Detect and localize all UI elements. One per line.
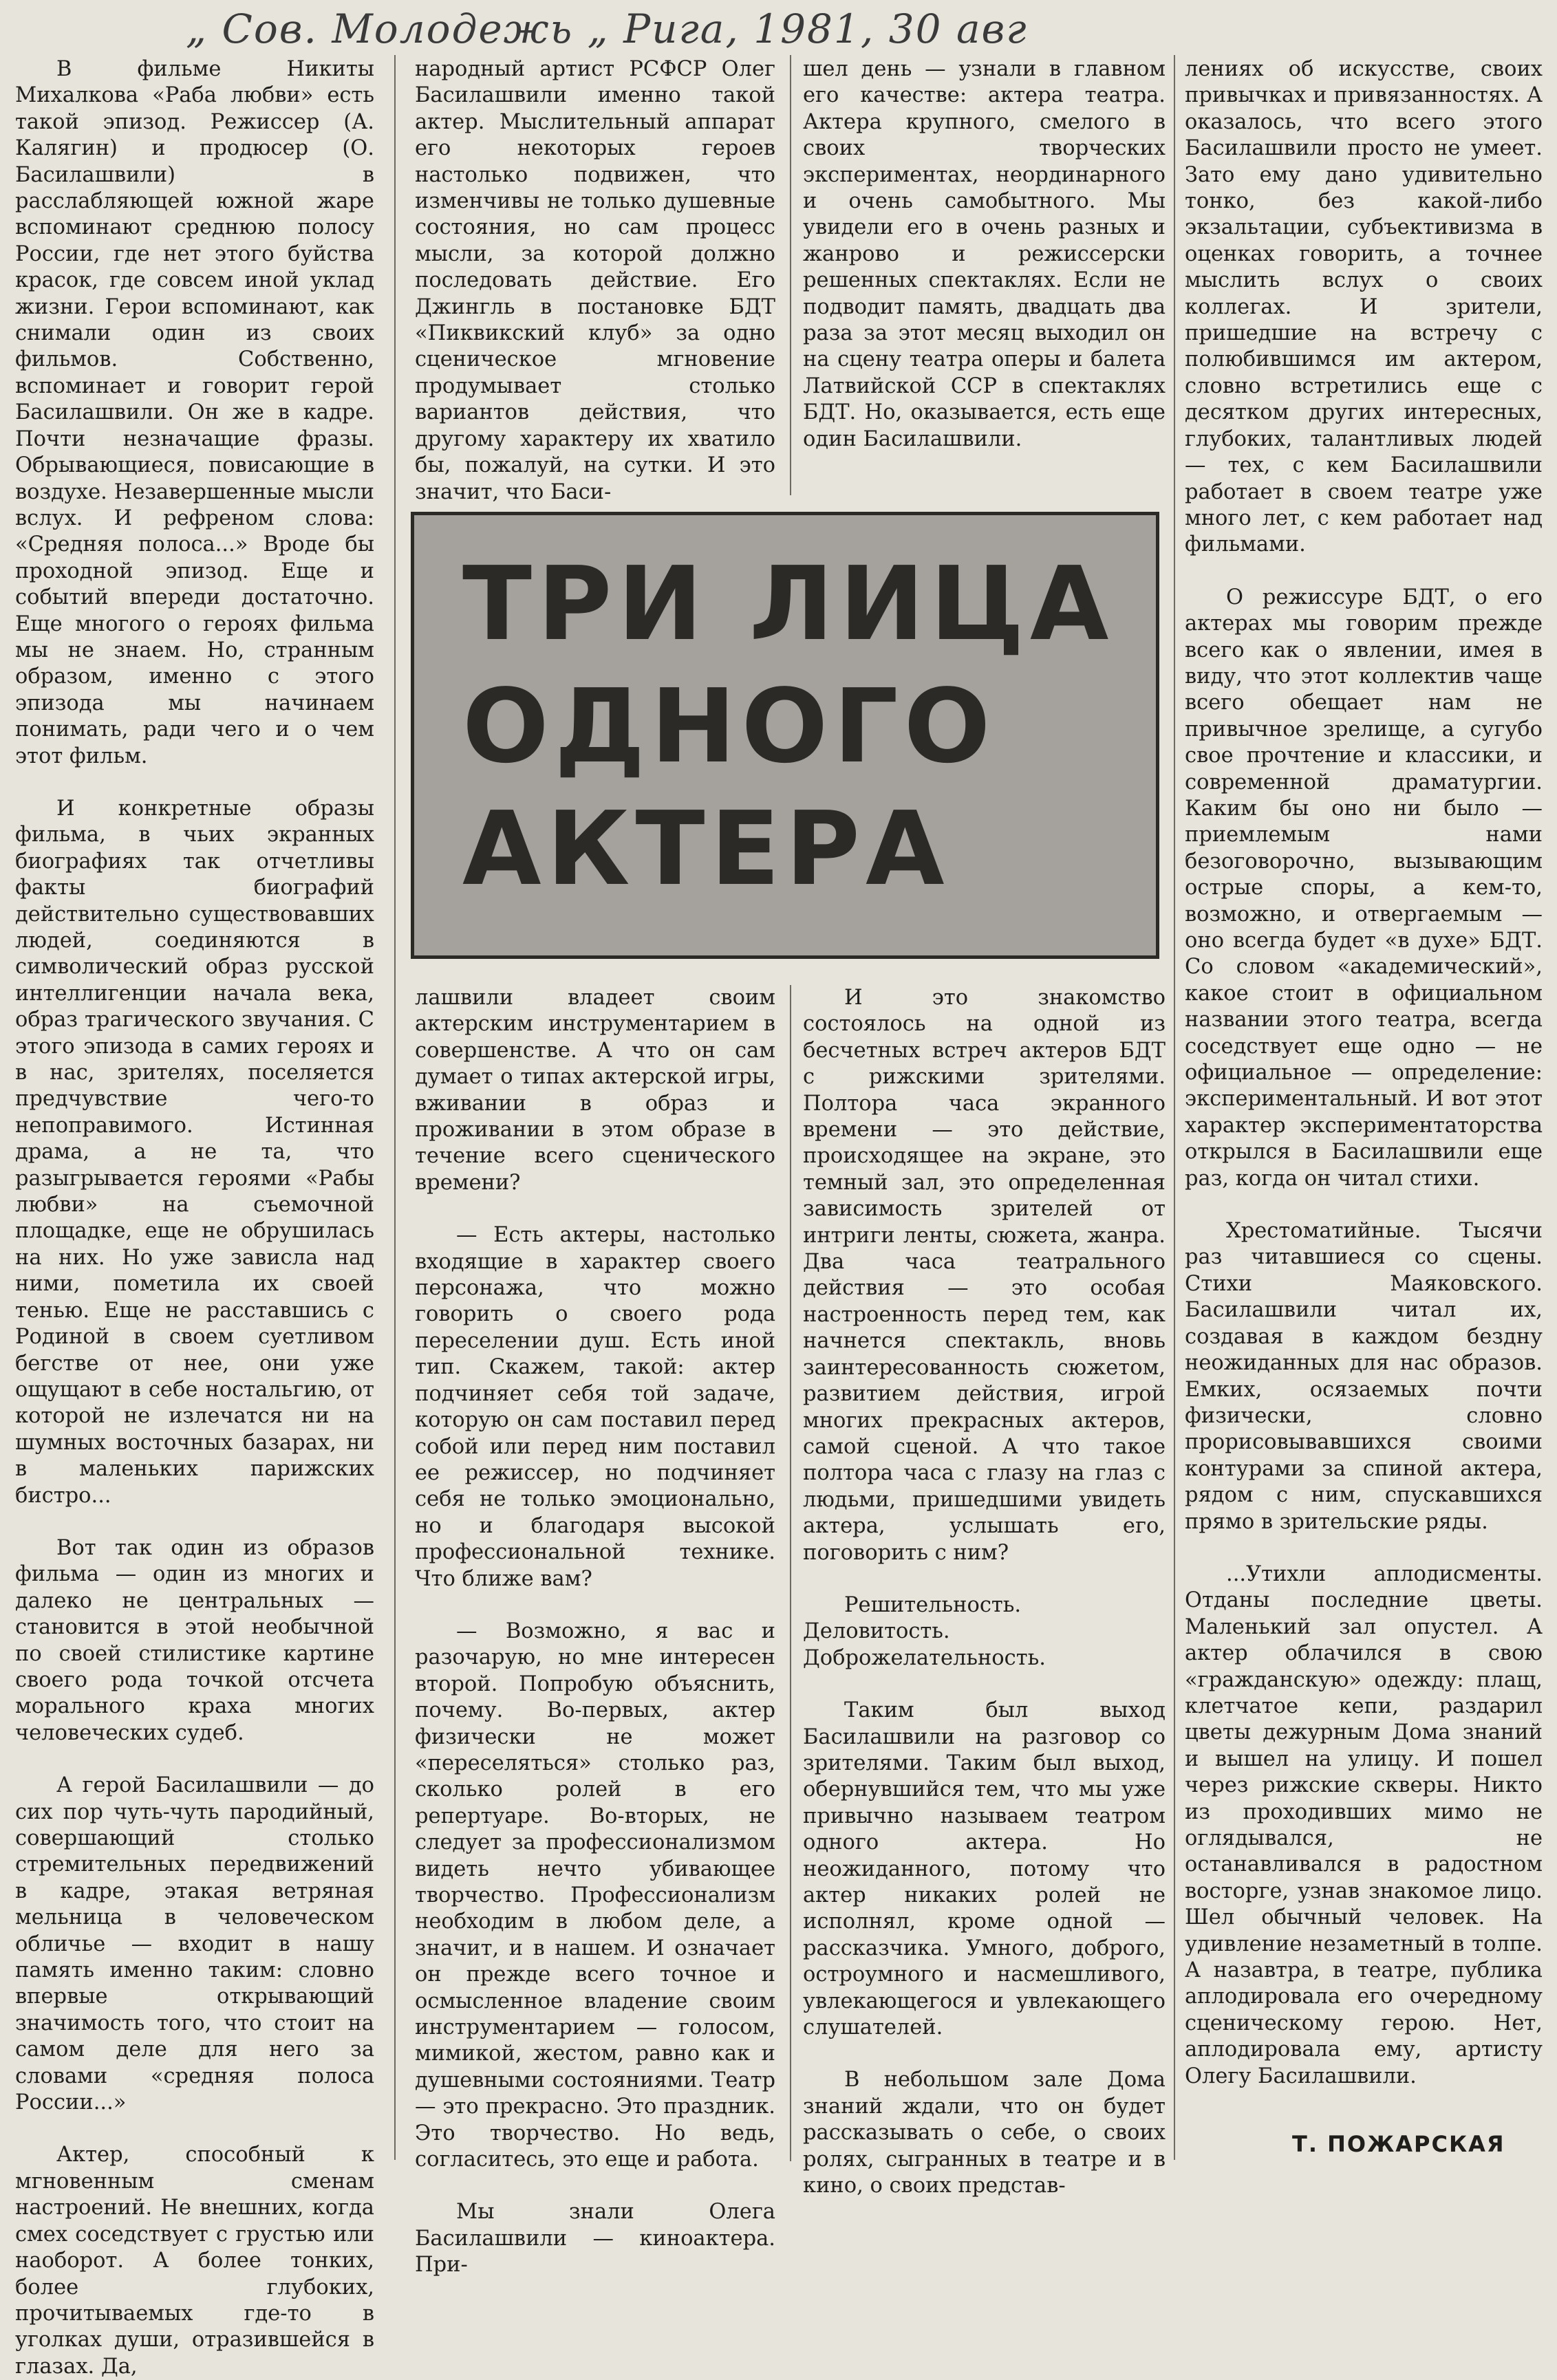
paragraph: — Есть актеры, настолько входящие в характер своего персонажа, что можно говорить о своего рода переселении душ. Есть иной тип. Скажем, такой: актер подчиняет себя той задаче, которую он сам поставил перед собой или перед ним поставил ее режиссер, но подчиняет себя не только эмоционально, но и благодаря высокой профессиональной технике. Что ближе вам?: [415, 1223, 775, 1591]
article-column-2-top: [415, 56, 775, 504]
paragraph: Решительность. Деловитость. Доброжелательность.: [803, 1592, 1046, 1670]
paragraph: В фильме Никиты Михалкова «Раба любви» есть такой эпизод. Режиссер (А. Калягин) и продюсер (О. Басилашвили) в расслабляющей южной жаре вспоминают среднюю полосу России, где нет этого буйства красок, где совсем иной уклад жизни. Герои вспоминают, как снимали один из своих фильмов. Собственно, вспоминает и говорит герой Басилашвили. Он же в кадре. Почти незначащие фразы. Обрывающиеся, повисающие в воздухе. Незавершенные мысли вслух. И рефреном слова: «Средняя полоса...» Вроде бы проходной эпизод. Еще и событий впереди достаточно. Еще многого о героях фильма мы не знаем. Но, странным образом, именно с этого эпизода мы начинаем понимать, ради чего и о чем этот фильм.: [15, 57, 374, 768]
paragraph: лашвили владеет своим актерским инструментарием в совершенстве. А что он сам думает о типах актерской игры, вживании в образ и проживании в этом образе в течение всего сценического времени?: [415, 986, 775, 1195]
article-column-2-bottom: [415, 985, 775, 2278]
paragraph: О режиссуре БДТ, о его актерах мы говорим прежде всего как о явлении, имея в виду, что этот коллектив чаще всего обещает нам не привычное зрелище, а сугубо свое прочтение и классики, и современной драматургии. Каким бы оно ни было — приемлемым нами безоговорочно, вызывающим острые споры, а кем-то, возможно, и отвергаемым — оно всегда будет «в духе» БДТ. Со словом «академический», какое стоит в официальном названии этого театра, всегда соседствует еще одно — не официальное — определение: экспериментальный. И вот этот характер экспериментаторства открылся в Басилашвили еще раз, когда он читал стихи.: [1185, 585, 1543, 1191]
author-signature: Т. ПОЖАРСКАЯ: [1292, 2131, 1505, 2157]
paragraph: ...Утихли аплодисменты. Отданы последние цветы. Маленький зал опустел. А актер облачился в свою «гражданскую» одежду: плащ, клетчатое кепи, раздарил цветы дежурным Дома знаний и вышел на улицу. И пошел через рижские скверы. Никто из проходивших мимо не оглядывался, не останавливался в радостном восторге, узнав знакомое лицо. Шел обычный человек. На удивление незаметный в толпе. А назавтра, в театре, публика аплодировала его очередному сценическому герою. Нет, аплодировала ему, артисту Олегу Басилашвили.: [1185, 1561, 1543, 2088]
paragraph: лениях об искусстве, своих привычках и привязанностях. А оказалось, что всего этого Басилашвили просто не умеет. Зато ему дано удивительно тонко, без какой-либо экзальтации, субъективизма в оценках говорить, а точнее мыслить вслух о своих коллегах. И зрители, пришедшие на встречу с полюбившимся им актером, словно встретились еще с десятком других интересных, глубоких, талантливых людей — тех, с кем Басилашвили работает в своем театре уже много лет, с кем работает над фильмами.: [1185, 57, 1543, 557]
paragraph: шел день — узнали в главном его качестве: актера театра. Актера крупного, смелого в своих творческих экспериментах, неординарного и очень самобытного. Мы увидели его в очень разных и жанрово и режиссерски решенных спектаклях. Если не подводит память, двадцать два раза за этот месяц выходил он на сцену театра оперы и балета Латвийской ССР в спектаклях БДТ. Но, оказывается, есть еще один Басилашвили.: [803, 57, 1166, 451]
paragraph: В небольшом зале Дома знаний ждали, что он будет рассказывать о себе, о своих ролях, сыгранных в театре и в кино, о своих представ-: [803, 2068, 1166, 2198]
paragraph: И конкретные образы фильма, в чьих экранных биографиях так отчетливы факты биографий действительно существовавших людей, соединяются в символический образ русской интеллигенции начала века, образ трагического звучания. С этого эпизода в самих героях и в нас, зрителях, поселяется предчувствие чего-то непоправимого. Истинная драма, а не та, что разыгрывается героями «Рабы любви» на съемочной площадке, еще не обрушилась на них. Но уже зависла над ними, пометила их своей тенью. Еще не расставшись с Родиной в своем суетливом бегстве от нее, они уже ощущают в себе ностальгию, от которой не излечатся ни на шумных восточных базарах, ни в маленьких парижских бистро...: [15, 796, 374, 1508]
paragraph: — Возможно, я вас и разочарую, но мне интересен второй. Попробую объяснить, почему. Во-первых, актер физически не может «переселяться» столько раз, сколько ролей в его репертуаре. Во-вторых, не следует за профессионализмом видеть нечто убивающее творчество. Профессионализм необходим в любом деле, а значит, и в нашем. И означает он прежде всего точное и осмысленное владение своим инструментарием — голосом, мимикой, жестом, равно как и душевными состояниями. Театр — это прекрасно. Это праздник. Это творчество. Но ведь, согласитесь, это еще и работа.: [415, 1619, 775, 2172]
paragraph: Актер, способный к мгновенным сменам настроений. Не внешних, когда смех соседствует с грустью или наоборот. А более тонких, более глубоких, прочитываемых где-то в уголках души, отразившейся в глазах. Да,: [15, 2143, 374, 2379]
paragraph: Мы знали Олега Басилашвили — киноактера. При-: [415, 2200, 775, 2278]
paragraph: народный артист РСФСР Олег Басилашвили именно такой актер. Мыслительный аппарат его некоторых героев настолько подвижен, что изменчивы не только душевные состояния, но сам процесс мысли, за которой должно последовать действие. Его Джингль в постановке БДТ «Пиквикский клуб» за одно сценическое мгновение продумывает столько вариантов действия, что другому характеру их хватило бы, пожалуй, на сутки. И это значит, что Баси-: [415, 57, 775, 504]
column-divider: [394, 55, 396, 2160]
column-divider: [790, 985, 791, 2161]
headline-box: [411, 512, 1159, 959]
column-divider: [1174, 55, 1175, 2160]
paragraph: Вот так один из образов фильма — один из многих и далеко не центральных — становится в этой необычной по своей стилистике картине своего рода точкой отсчета морального краха многих человеческих судеб.: [15, 1535, 374, 1745]
article-column-3-bottom: [803, 985, 1166, 2198]
handwritten-source-note: „ Сов. Молодежь „ Рига, 1981, 30 авг: [186, 6, 1028, 52]
article-column-1: [15, 56, 374, 2379]
article-column-3-top: [803, 56, 1166, 483]
paragraph: Таким был выход Басилашвили на разговор со зрителями. Таким был выход, обернувшийся тем, что мы уже привычно называем театром одного актера. Но неожиданного, потому что актер никаких ролей не исполнял, кроме одной — рассказчика. Умного, доброго, остроумного и насмешливого, увлекающегося и увлекающего слушателей.: [803, 1698, 1166, 2040]
headline-line: ТРИ ЛИЦА: [462, 545, 1115, 663]
headline-line: АКТЕРА: [462, 790, 950, 908]
paragraph: Хрестоматийные. Тысячи раз читавшиеся со сцены. Стихи Маяковского. Басилашвили читал их, создавая в каждом бездну неожиданных для нас образов. Емких, осязаемых почти физически, словно прорисовывавшихся своими контурами за спиной актера, рядом с ним, спускавшихся прямо в зрительские ряды.: [1185, 1219, 1543, 1534]
headline: [462, 543, 1114, 910]
paragraph: А герой Басилашвили — до сих пор чуть-чуть пародийный, совершающий столько стремительных передвижений в кадре, этакая ветряная мельница в человеческом обличье — входит в нашу память именно таким: словно впервые открывающий значимость того, что стоит на самом деле для него за словами «средняя полоса России...»: [15, 1773, 374, 2115]
article-column-4: [1185, 56, 1543, 2127]
column-divider: [790, 55, 791, 495]
headline-line: ОДНОГО: [462, 667, 996, 786]
paragraph: И это знакомство состоялось на одной из бесчетных встреч актеров БДТ с рижскими зрителями. Полтора часа экранного времени — это действие, происходящее на экране, это темный зал, это определенная зависимость зрителей от интриги ленты, сюжета, жанра. Два часа театрального действия — это особая настроенность перед тем, как начнется спектакль, вновь заинтересованность сюжетом, развитием действия, игрой многих прекрасных актеров, самой сценой. А что такое полтора часа с глазу на глаз с людьми, пришедшими увидеть актера, услышать его, поговорить с ним?: [803, 986, 1166, 1565]
